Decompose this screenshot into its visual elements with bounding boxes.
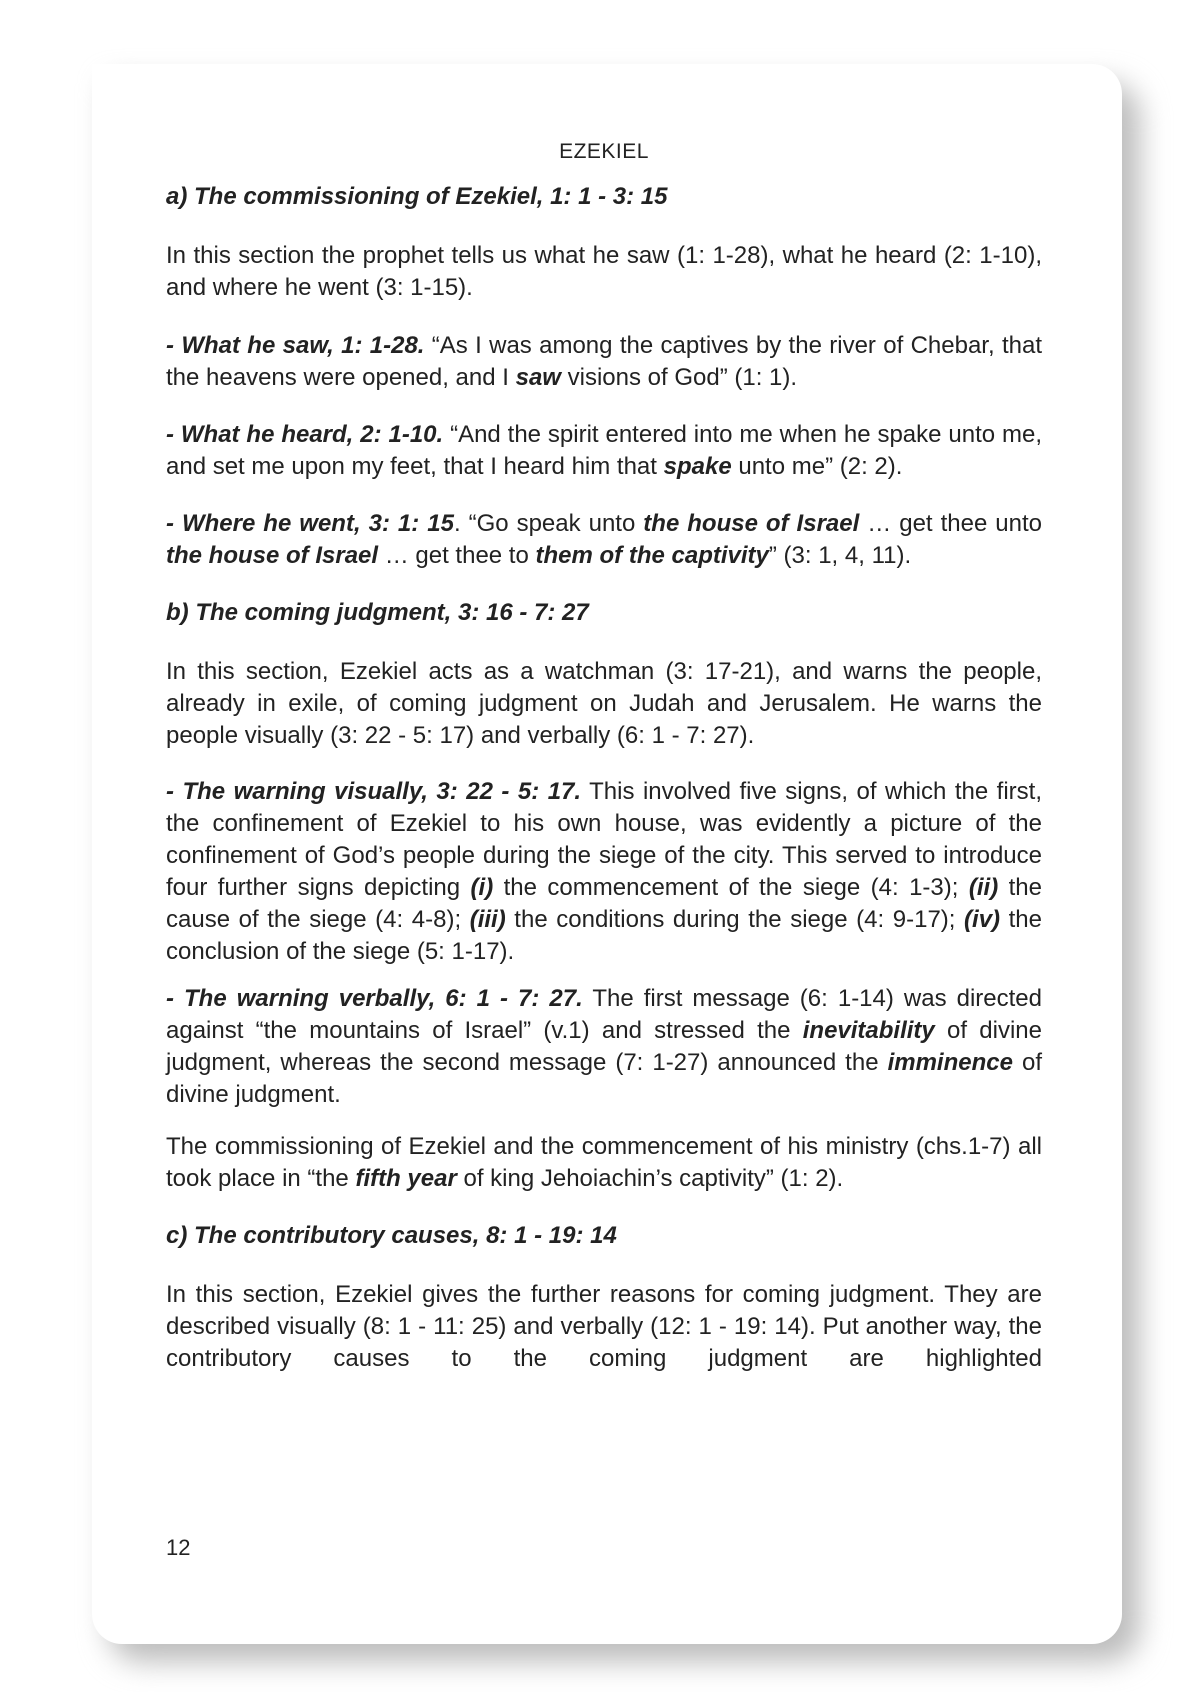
emphasis-span: them of the captivity: [535, 542, 769, 569]
text-span: . “Go speak unto: [453, 510, 644, 537]
text-span: ” (3: 1, 4, 11).: [768, 542, 912, 569]
text-span: This involved five signs, of which the first, the confinement of Ezekiel to his own house, was evidently a picture of the confinement of God’s people during the siege of the city. This served to introduce four further signs depicting: [166, 778, 1042, 901]
text-span: The commissioning of Ezekiel and the commencement of his ministry (chs.1-7) all took place in “the: [166, 1133, 1042, 1192]
text-span: “And the spirit entered into me when he spake unto me, and set me upon my feet, that I heard him that: [166, 421, 1043, 480]
section-b-intro: In this section, Ezekiel acts as a watchman (3: 17-21), and warns the people, already in exile, of coming judgment on Judah and Jerusalem. He warns the people visually (3: 22 - 5: 17) and verbally (6: 1 - 7: 27).: [166, 658, 1042, 749]
emphasis-span: inevitability: [802, 1017, 935, 1044]
lead-what-he-heard: - What he heard, 2: 1-10.: [166, 421, 444, 448]
section-a-heading: a) The commissioning of Ezekiel, 1: 1 - 3: 15: [166, 183, 668, 210]
text-span: of divine judgment.: [166, 1049, 1042, 1108]
emphasis-span: fifth year: [355, 1165, 457, 1192]
emphasis-span: imminence: [887, 1049, 1013, 1076]
paragraph-warning-verbally: [166, 983, 1042, 1111]
text-span: … get thee to: [378, 542, 536, 569]
paragraph-where-he-went: [166, 508, 1042, 572]
text-span: … get thee unto: [859, 510, 1042, 537]
lead-warning-visually: - The warning visually, 3: 22 - 5: 17.: [166, 778, 582, 805]
emphasis-span: saw: [515, 364, 561, 391]
text-span: of divine judgment, whereas the second message (7: 1-27) announced the: [166, 1017, 1042, 1076]
paragraph-warning-visually: [166, 776, 1042, 968]
page-number: 12: [166, 1535, 191, 1560]
paragraph-what-he-saw: [166, 330, 1042, 394]
section-b-heading: b) The coming judgment, 3: 16 - 7: 27: [166, 599, 589, 626]
lead-warning-verbally: - The warning verbally, 6: 1 - 7: 27.: [166, 985, 583, 1012]
emphasis-span: spake: [663, 453, 732, 480]
emphasis-span: (iii): [469, 906, 506, 933]
text-span: the conclusion of the siege (5: 1-17).: [166, 906, 1043, 965]
text-span: of king Jehoiachin’s captivity” (1: 2).: [456, 1165, 844, 1192]
emphasis-span: (iv): [964, 906, 1001, 933]
emphasis-span: the house of Israel: [643, 510, 860, 537]
paragraph-summary: [166, 1131, 1042, 1195]
section-c-heading: c) The contributory causes, 8: 1 - 19: 14: [166, 1222, 617, 1249]
lead-where-he-went: - Where he went, 3: 1: 15: [166, 510, 454, 537]
emphasis-span: the house of Israel: [166, 542, 379, 569]
book-page: [92, 64, 1122, 1644]
text-span: “As I was among the captives by the river of Chebar, that the heavens were opened, and I: [166, 332, 1042, 391]
text-span: visions of God” (1: 1).: [560, 364, 798, 391]
section-a-intro: In this section the prophet tells us what he saw (1: 1-28), what he heard (2: 1-10), and where he went (3: 1-15).: [166, 242, 1042, 301]
text-span: The first message (6: 1-14) was directed against “the mountains of Israel” (v.1) and stressed the: [166, 985, 1042, 1044]
text-span: the commencement of the siege (4: 1-3);: [493, 874, 969, 901]
emphasis-span: (i): [470, 874, 494, 901]
text-span: the conditions during the siege (4: 9-17);: [505, 906, 965, 933]
running-head: EZEKIEL: [559, 140, 649, 163]
lead-what-he-saw: - What he saw, 1: 1-28.: [166, 332, 425, 359]
text-span: the cause of the siege (4: 4-8);: [166, 874, 1042, 933]
section-c-intro: In this section, Ezekiel gives the further reasons for coming judgment. They are described visually (8: 1 - 11: 25) and verbally (12: 1 - 19: 14). Put another way, the contributory causes to the coming judgment are highlighted: [166, 1281, 1042, 1372]
text-span: unto me” (2: 2).: [731, 453, 903, 480]
paragraph-what-he-heard: [166, 419, 1042, 483]
emphasis-span: (ii): [968, 874, 999, 901]
